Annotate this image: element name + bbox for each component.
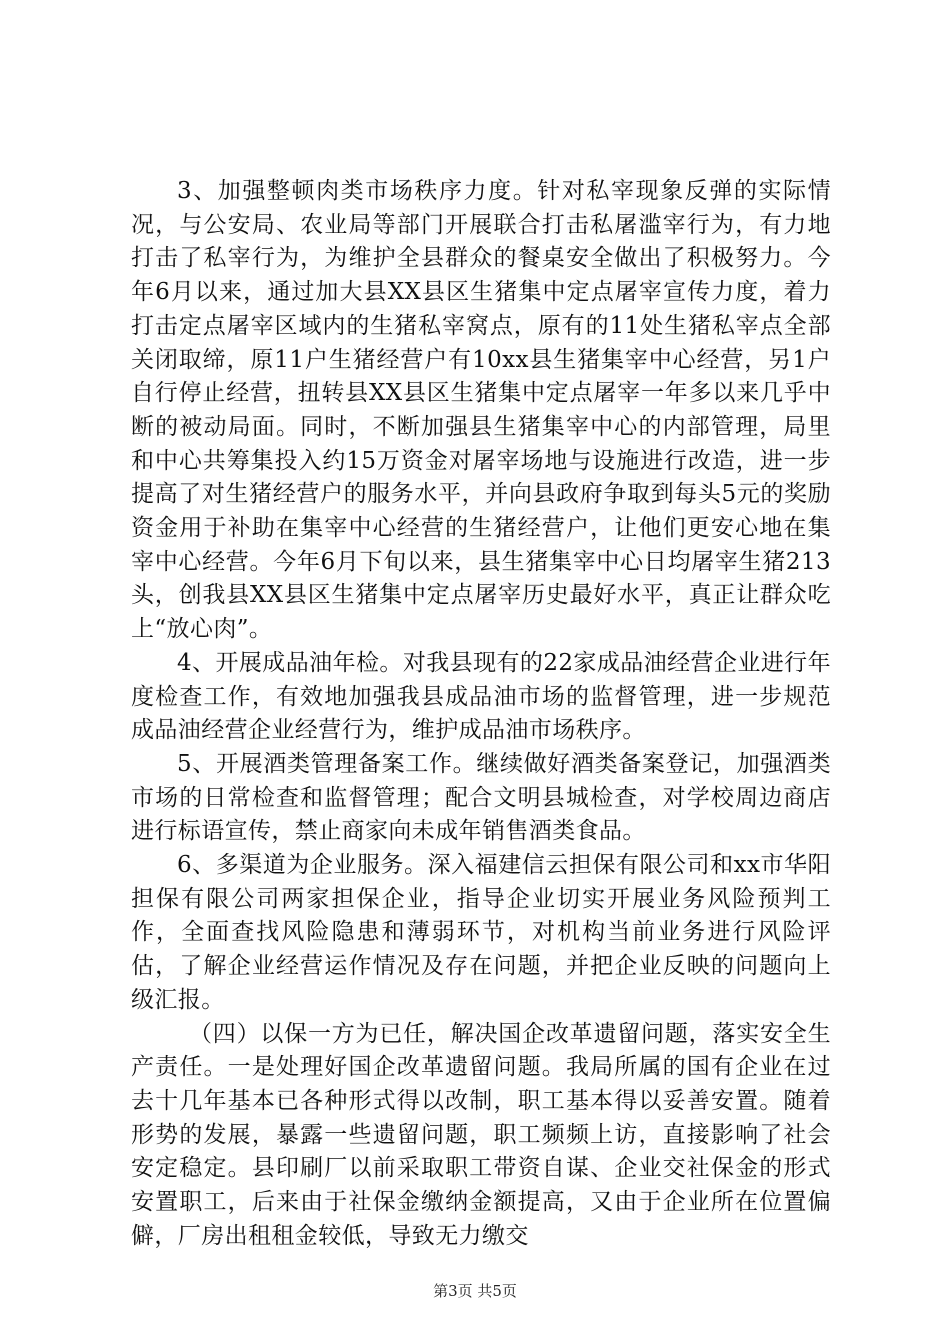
paragraph-item-5: 5、开展酒类管理备案工作。继续做好酒类备案登记，加强酒类市场的日常检查和监督管理；配合文明县城检查，对学校周边商店进行标语宣传，禁止商家向未成年销售酒类食品。 <box>131 750 831 845</box>
document-body <box>131 175 831 1254</box>
paragraph-section-4: （四）以保一方为已任，解决国企改革遗留问题，落实安全生产责任。一是处理好国企改革遗留问题。我局所属的国有企业在过去十几年基本已各种形式得以改制，职工基本得以妥善安置。随着形势的发展，暴露一些遗留问题，职工频频上访，直接影响了社会安定稳定。县印刷厂以前采取职工带资自谋、企业交社保金的形式安置职工，后来由于社保金缴纳金额提高，又由于企业所在位置偏僻，厂房出租租金较低，导致无力缴交 <box>131 1020 831 1249</box>
paragraph-item-3: 3、加强整顿肉类市场秩序力度。针对私宰现象反弹的实际情况，与公安局、农业局等部门开展联合打击私屠滥宰行为，有力地打击了私宰行为，为维护全县群众的餐桌安全做出了积极努力。今年6月以来，通过加大县XX县区生猪集中定点屠宰宣传力度，着力打击定点屠宰区域内的生猪私宰窝点，原有的11处生猪私宰点全部关闭取缔，原11户生猪经营户有10xx县生猪集宰中心经营，另1户自行停止经营，扭转县XX县区生猪集中定点屠宰一年多以来几乎中断的被动局面。同时，不断加强县生猪集宰中心的内部管理，局里和中心共筹集投入约15万资金对屠宰场地与设施进行改造，进一步提高了对生猪经营户的服务水平，并向县政府争取到每头5元的奖励资金用于补助在集宰中心经营的生猪经营户，让他们更安心地在集宰中心经营。今年6月下旬以来，县生猪集宰中心日均屠宰生猪213头，创我县XX县区生猪集中定点屠宰历史最好水平，真正让群众吃上“放心肉”。 <box>131 178 831 643</box>
paragraph-item-6: 6、多渠道为企业服务。深入福建信云担保有限公司和xx市华阳担保有限公司两家担保企业，指导企业切实开展业务风险预判工作，全面查找风险隐患和薄弱环节，对机构当前业务进行风险评估，了解企业经营运作情况及存在问题，并把企业反映的问题向上级汇报。 <box>131 852 831 1013</box>
paragraph-item-4: 4、开展成品油年检。对我县现有的22家成品油经营企业进行年度检查工作，有效地加强我县成品油市场的监督管理，进一步规范成品油经营企业经营行为，维护成品油市场秩序。 <box>131 649 831 744</box>
page-number-footer: 第3页 共5页 <box>433 1282 517 1300</box>
